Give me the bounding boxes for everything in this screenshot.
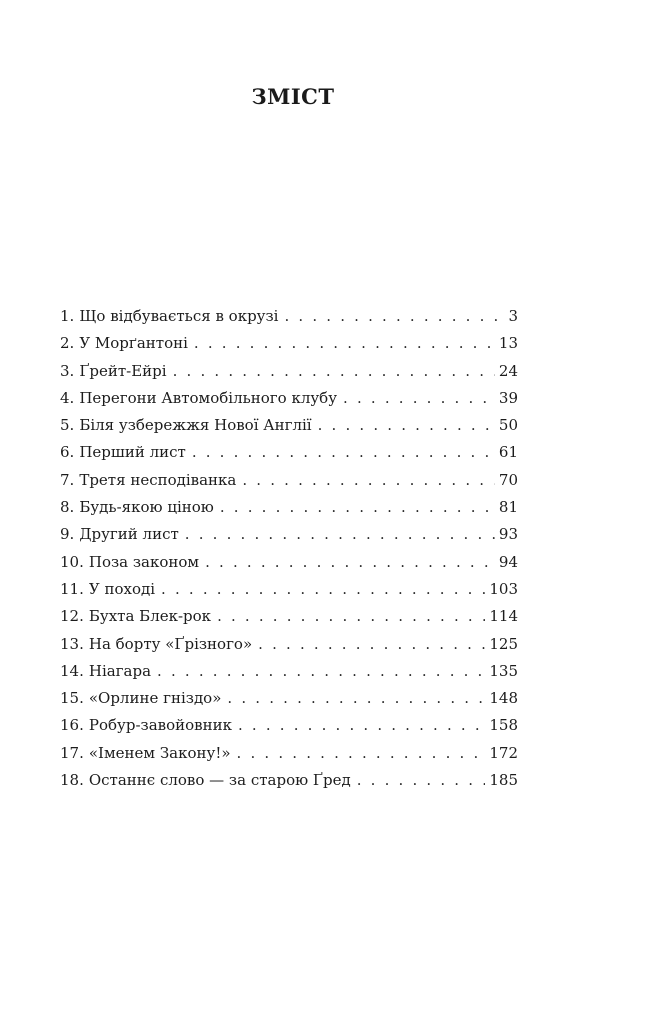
chapter-number: 16.: [60, 716, 84, 735]
chapter-title: Що відбувається в окрузі: [79, 307, 279, 325]
dot-leader: [284, 303, 504, 330]
toc-entry: [60, 358, 518, 385]
chapter-number: 13.: [60, 634, 84, 653]
chapter-number: 3.: [60, 361, 75, 380]
chapter-number: 10.: [60, 552, 84, 571]
toc-entry: [60, 767, 518, 794]
chapter-title: Останнє слово — за старою Ґред: [88, 771, 351, 790]
chapter-title: Поза законом: [88, 552, 200, 571]
toc-entry: [60, 467, 518, 494]
dot-leader: [357, 767, 486, 794]
dot-leader: [173, 358, 495, 385]
chapter-number: 4.: [60, 388, 75, 407]
chapter-title: Ніагара: [88, 661, 152, 680]
chapter-title: Перегони Автомобільного клубу: [79, 388, 338, 407]
chapter-number: 5.: [60, 416, 75, 435]
dot-leader: [258, 631, 485, 658]
page-number: 172: [489, 743, 518, 762]
toc-entry: [60, 740, 518, 767]
toc-entry: [60, 576, 518, 603]
page-number: 185: [489, 771, 518, 790]
page-number: 39: [498, 388, 518, 407]
chapter-title: У Морґантоні: [79, 334, 188, 353]
page-number: 114: [489, 607, 518, 626]
page-number: 13: [498, 334, 518, 353]
chapter-number: 14.: [60, 661, 84, 680]
dot-leader: [237, 740, 486, 767]
page-number: 24: [498, 361, 518, 380]
chapter-number: 8.: [60, 498, 75, 517]
dot-leader: [238, 712, 485, 739]
chapter-title: «Орлине гніздо»: [88, 689, 222, 708]
toc-entry: [60, 603, 518, 630]
chapter-title: Третя несподіванка: [79, 470, 237, 489]
toc-entry: [60, 712, 518, 739]
toc-entry: [60, 549, 518, 576]
chapter-number: 7.: [60, 470, 75, 489]
chapter-title: Будь-якою ціною: [79, 498, 214, 517]
toc-entry: [60, 303, 518, 330]
page-number: 103: [489, 579, 518, 598]
chapter-title: На борту «Ґрізного»: [88, 634, 253, 653]
dot-leader: [185, 521, 495, 548]
toc-entry: [60, 412, 518, 439]
chapter-title: Перший лист: [79, 443, 186, 462]
chapter-title: У поході: [88, 579, 156, 598]
chapter-number: 18.: [60, 771, 84, 790]
chapter-title: «Іменем Закону!»: [88, 743, 231, 762]
chapter-number: 12.: [60, 607, 84, 626]
chapter-title: Бухта Блек-рок: [88, 607, 212, 626]
chapter-title: Другий лист: [79, 525, 179, 544]
toc-entry: [60, 685, 518, 712]
page-number: 93: [498, 525, 518, 544]
chapter-title: Ґрейт-Ейрі: [79, 361, 167, 380]
toc-entry: [60, 631, 518, 658]
chapter-number: 11.: [60, 579, 84, 598]
dot-leader: [220, 494, 495, 521]
chapter-number: 17.: [60, 743, 84, 762]
page-number: 148: [489, 689, 518, 708]
dot-leader: [318, 412, 495, 439]
chapter-number: 1.: [60, 307, 75, 325]
page-number: 94: [498, 552, 518, 571]
chapter-number: 2.: [60, 334, 75, 353]
toc-entry: [60, 494, 518, 521]
dot-leader: [194, 330, 495, 357]
chapter-title: Біля узбережжя Нової Англії: [79, 416, 312, 435]
page-number: 3: [508, 307, 518, 325]
page-number: 50: [498, 416, 518, 435]
page-number: 135: [489, 661, 518, 680]
dot-leader: [242, 467, 495, 494]
dot-leader: [205, 549, 495, 576]
toc-entry: [60, 385, 518, 412]
chapter-number: 6.: [60, 443, 75, 462]
page-number: 81: [498, 498, 518, 517]
page-number: 61: [498, 443, 518, 462]
toc-entry: [60, 439, 518, 466]
page-number: 158: [489, 716, 518, 735]
dot-leader: [343, 385, 495, 412]
table-of-contents: [60, 303, 518, 794]
dot-leader: [161, 576, 485, 603]
page-title: ЗМІСТ: [251, 84, 335, 109]
dot-leader: [217, 603, 485, 630]
dot-leader: [192, 439, 495, 466]
toc-entry: [60, 330, 518, 357]
toc-entry: [60, 658, 518, 685]
dot-leader: [227, 685, 485, 712]
page-number: 70: [498, 470, 518, 489]
chapter-number: 15.: [60, 689, 84, 708]
page-number: 125: [489, 634, 518, 653]
chapter-number: 9.: [60, 525, 75, 544]
dot-leader: [157, 658, 485, 685]
toc-entry: [60, 521, 518, 548]
chapter-title: Робур-завойовник: [88, 716, 232, 735]
